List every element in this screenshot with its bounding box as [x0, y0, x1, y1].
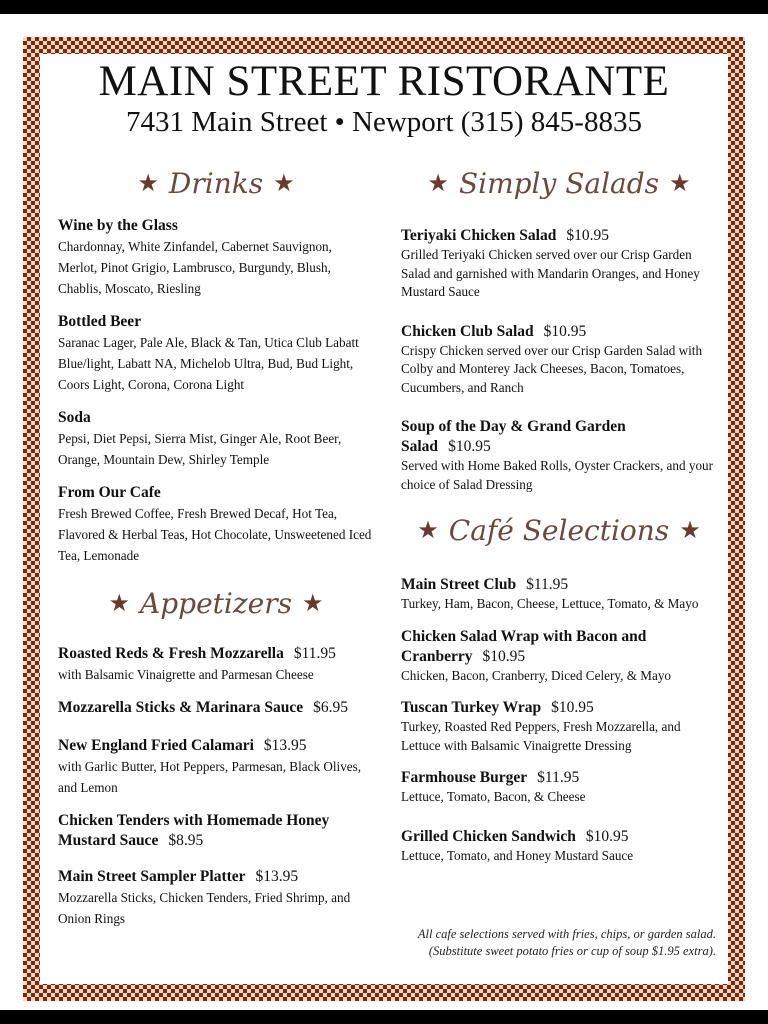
item-name-text: Main Street Sampler Platter [58, 868, 246, 885]
restaurant-title: MAIN STREET RISTORANTE [98, 58, 670, 105]
item-price: $10.95 [448, 438, 491, 455]
drinks-heading-text: Drinks [168, 167, 264, 200]
item-name: Wine by the Glass [58, 217, 178, 234]
item-price: $11.95 [293, 645, 336, 662]
menu-item [58, 408, 374, 470]
menu-item [401, 226, 717, 302]
item-name [58, 736, 374, 756]
menu-item [58, 483, 374, 566]
item-price: $10.95 [551, 699, 594, 716]
item-name [401, 575, 717, 595]
appetizers-heading [58, 580, 374, 626]
menu-item [58, 312, 374, 395]
cafe-heading-text: Café Selections [448, 514, 670, 547]
appetizers-heading-text: Appetizers [140, 587, 292, 620]
item-desc: Mozzarella Sticks, Chicken Tenders, Fried Shrimp, and Onion Rings [58, 890, 351, 926]
item-desc: Saranac Lager, Pale Ale, Black & Tan, Utica Club Labatt Blue/light, Labatt NA, Michelob Ultra, Bud, Bud Light, Coors Light, Corona, Corona Light [58, 335, 359, 392]
drinks-heading [58, 160, 374, 206]
item-name-text: Soup of the Day & Grand Garden Salad [401, 418, 626, 455]
menu-item [58, 736, 374, 798]
item-name-text: Roasted Reds & Fresh Mozzarella [58, 645, 284, 662]
salads-heading-text: Simply Salads [458, 167, 660, 200]
menu-item [58, 811, 374, 851]
item-name [58, 644, 374, 664]
item-desc: with Balsamic Vinaigrette and Parmesan Cheese [58, 667, 314, 682]
item-name-text: New England Fried Calamari [58, 737, 254, 754]
item-name-text: Grilled Chicken Sandwich [401, 827, 576, 845]
item-desc: Chicken, Bacon, Cranberry, Diced Celery, & Mayo [401, 667, 672, 683]
item-name [401, 417, 717, 457]
item-name-text: Chicken Tenders with Homemade Honey Mustard Sauce [58, 812, 330, 849]
item-price: $11.95 [537, 769, 580, 786]
star-icon: ★ [679, 516, 701, 544]
item-name [401, 226, 717, 246]
item-name: Soda [58, 409, 91, 426]
item-price: $13.95 [255, 868, 299, 885]
item-desc: Fresh Brewed Coffee, Fresh Brewed Decaf, Hot Tea, Flavored & Herbal Teas, Hot Chocolate, Unsweetened Iced Tea, Lemonade [58, 506, 372, 563]
item-name-text: Chicken Club Salad [401, 322, 534, 340]
menu-item [58, 644, 374, 685]
salads-heading [401, 160, 717, 206]
star-icon: ★ [417, 516, 439, 544]
item-desc: Grilled Teriyaki Chicken served over our Crisp Garden Salad and garnished with Mandarin Oranges, and Honey Mustard Sauce [401, 247, 700, 299]
menu-item [401, 627, 717, 686]
item-desc: Lettuce, Tomato, Bacon, & Cheese [401, 789, 586, 804]
star-icon: ★ [427, 169, 449, 197]
item-price: $11.95 [526, 576, 569, 593]
menu-item [401, 575, 717, 614]
item-name [401, 827, 717, 847]
menu-item [401, 768, 717, 807]
star-icon: ★ [137, 169, 159, 197]
item-price: $6.95 [313, 699, 348, 716]
item-desc: Crispy Chicken served over our Crisp Garden Salad with Colby and Monterey Jack Cheeses, Bacon, Tomatoes, Cucumbers, and Ranch [401, 342, 703, 395]
left-column [58, 160, 374, 942]
item-desc: with Garlic Butter, Hot Peppers, Parmesan, Black Olives, and Lemon [58, 759, 362, 795]
item-name-text: Main Street Club [401, 576, 517, 593]
star-icon: ★ [301, 589, 324, 617]
footnote-line: (Substitute sweet potato fries or cup of soup $1.95 extra). [428, 944, 716, 958]
item-price: $10.95 [482, 647, 526, 665]
item-price: $10.95 [585, 827, 629, 845]
item-name [401, 322, 717, 342]
right-column [401, 160, 717, 878]
item-price: $13.95 [263, 737, 307, 754]
footnote-line: All cafe selections served with fries, chips, or garden salad. [417, 927, 716, 941]
menu-item [58, 216, 374, 299]
item-name-text: Farmhouse Burger [401, 769, 528, 786]
star-icon: ★ [108, 589, 131, 617]
item-name [401, 768, 717, 788]
item-desc: Pepsi, Diet Pepsi, Sierra Mist, Ginger Ale, Root Beer, Orange, Mountain Dew, Shirley Temple [58, 431, 342, 467]
item-name: From Our Cafe [58, 484, 161, 501]
item-desc: Turkey, Roasted Red Peppers, Fresh Mozzarella, and Lettuce with Balsamic Vinaigrette Dressing [401, 719, 681, 753]
item-name [58, 867, 374, 887]
menu-item [401, 322, 717, 398]
item-name-text: Mozzarella Sticks & Marinara Sauce [58, 699, 304, 716]
star-icon: ★ [669, 169, 691, 197]
item-name: Bottled Beer [58, 313, 142, 330]
item-desc: Served with Home Baked Rolls, Oyster Crackers, and your choice of Salad Dressing [401, 458, 714, 492]
menu-item [401, 417, 717, 494]
item-name-text: Teriyaki Chicken Salad [401, 227, 557, 244]
item-price: $10.95 [543, 322, 587, 340]
menu-header [40, 58, 728, 138]
menu-item [58, 698, 374, 718]
item-name-text: Chicken Salad Wrap with Bacon and Cranberry [401, 627, 647, 665]
cafe-footnote [372, 926, 716, 960]
item-price: $8.95 [168, 832, 204, 849]
menu-item [58, 867, 374, 929]
menu-item [401, 698, 717, 755]
item-name-text: Tuscan Turkey Wrap [401, 699, 542, 716]
item-name [401, 698, 717, 718]
item-price: $10.95 [566, 227, 609, 244]
item-name [58, 811, 374, 851]
star-icon: ★ [273, 169, 295, 197]
menu-item [401, 827, 717, 866]
item-desc: Lettuce, Tomato, and Honey Mustard Sauce [401, 847, 634, 863]
address-phone: 7431 Main Street • Newport (315) 845-8835 [126, 106, 642, 138]
item-name [58, 698, 374, 718]
item-desc: Chardonnay, White Zinfandel, Cabernet Sauvignon, Merlot, Pinot Grigio, Lambrusco, Burgundy, Blush, Chablis, Moscato, Riesling [58, 239, 332, 296]
item-name [401, 627, 717, 667]
cafe-heading [401, 507, 717, 553]
item-desc: Turkey, Ham, Bacon, Cheese, Lettuce, Tomato, & Mayo [401, 596, 699, 611]
